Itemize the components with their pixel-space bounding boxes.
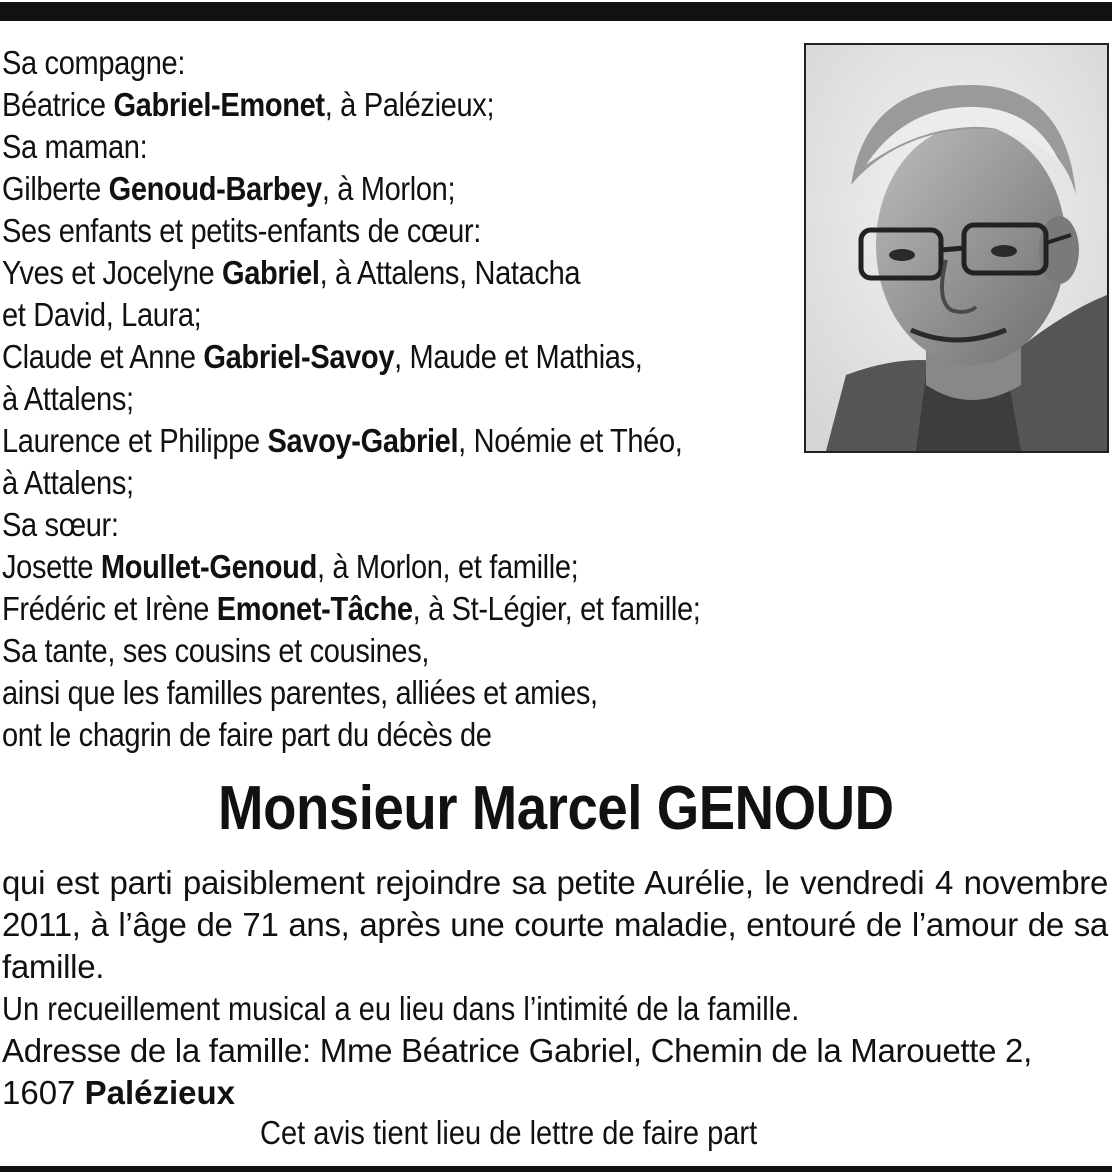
family-line: à Attalens; bbox=[2, 464, 134, 501]
family-line: ainsi que les familles parentes, alliées et amies, bbox=[2, 674, 598, 711]
family-line: Gilberte Genoud-Barbey, à Morlon; bbox=[2, 170, 456, 207]
address-city-line: 1607 Palézieux bbox=[2, 1074, 236, 1111]
ceremony-paragraph: Un recueillement musical a eu lieu dans l’intimité de la famille. bbox=[2, 990, 800, 1027]
closing-line: Cet avis tient lieu de lettre de faire part bbox=[260, 1114, 758, 1151]
family-line: Yves et Jocelyne Gabriel, à Attalens, Natacha bbox=[2, 254, 581, 291]
portrait-illustration bbox=[806, 45, 1107, 451]
family-line: à Attalens; bbox=[2, 380, 134, 417]
notice-body bbox=[2, 862, 1108, 1114]
family-line: Sa tante, ses cousins et cousines, bbox=[2, 632, 430, 669]
family-line: Sa maman: bbox=[2, 128, 148, 165]
family-line: Frédéric et Irène Emonet-Tâche, à St-Légier, et famille; bbox=[2, 590, 701, 627]
family-line: Sa sœur: bbox=[2, 506, 119, 543]
family-line: Ses enfants et petits-enfants de cœur: bbox=[2, 212, 481, 249]
deceased-name: Monsieur Marcel GENOUD bbox=[218, 774, 894, 843]
address-line: Adresse de la famille: Mme Béatrice Gabriel, Chemin de la Marouette 2, bbox=[2, 1032, 1032, 1069]
family-line: et David, Laura; bbox=[2, 296, 202, 333]
family-line: Claude et Anne Gabriel-Savoy, Maude et Mathias, bbox=[2, 338, 643, 375]
family-line: Sa compagne: bbox=[2, 44, 186, 81]
top-rule bbox=[0, 2, 1112, 21]
family-list bbox=[2, 42, 852, 756]
portrait-photo bbox=[804, 43, 1109, 453]
family-line: Josette Moullet-Genoud, à Morlon, et famille; bbox=[2, 548, 579, 585]
family-line: Béatrice Gabriel-Emonet, à Palézieux; bbox=[2, 86, 495, 123]
death-paragraph: qui est parti paisiblement rejoindre sa petite Aurélie, le vendredi 4 novembre 2011, à l’âge de 71 ans, après une courte maladie, entouré de l’amour de sa famille. bbox=[2, 864, 1108, 985]
bottom-rule bbox=[0, 1166, 1112, 1172]
family-line: ont le chagrin de faire part du décès de bbox=[2, 716, 492, 753]
family-line: Laurence et Philippe Savoy-Gabriel, Noémie et Théo, bbox=[2, 422, 683, 459]
